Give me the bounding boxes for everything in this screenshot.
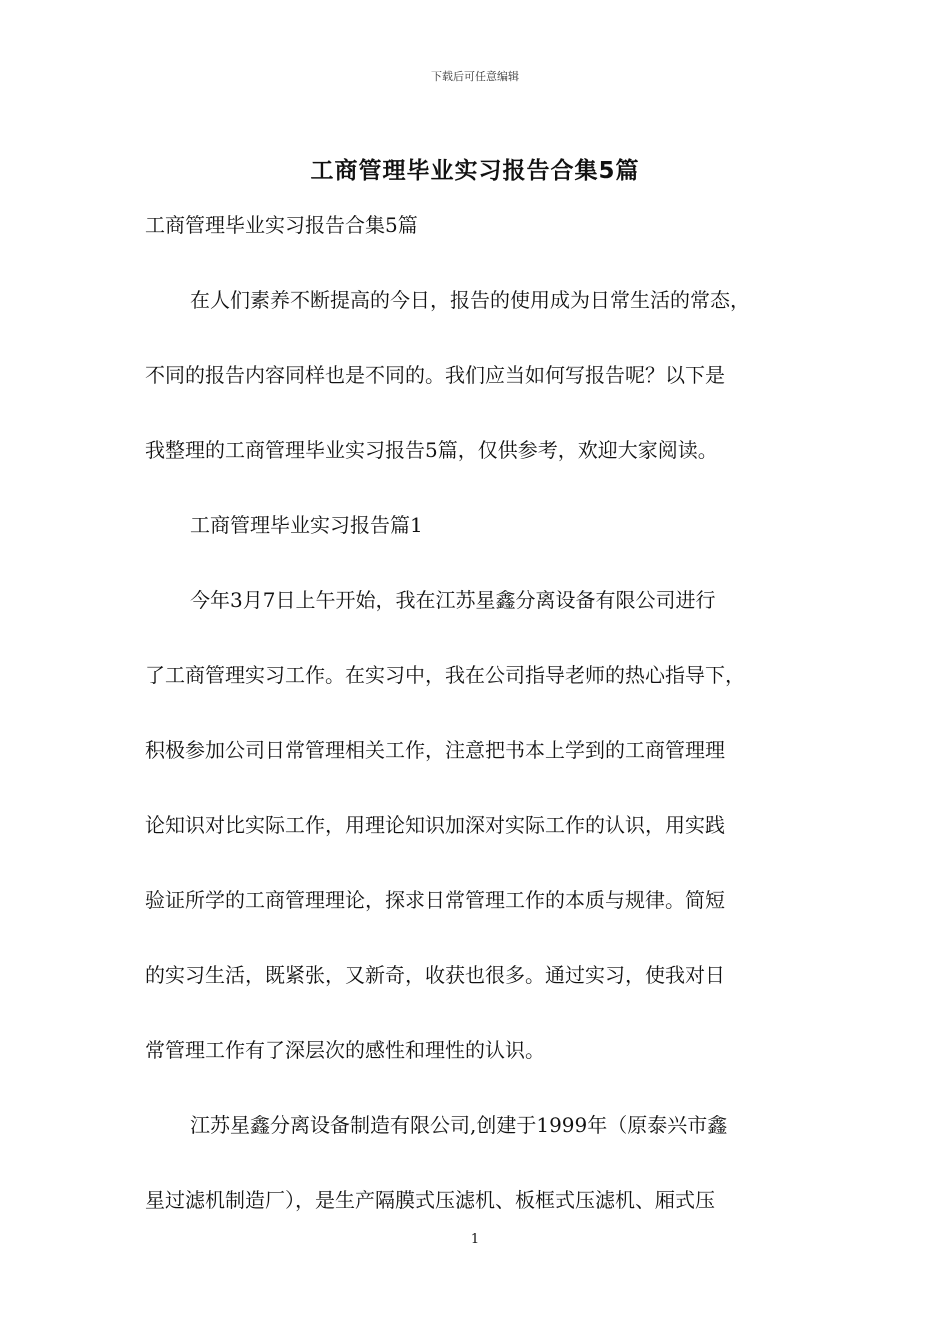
- paragraph-line: 了工商管理实习工作。在实习中，我在公司指导老师的热心指导下，: [145, 663, 745, 687]
- paragraph-line: 星过滤机制造厂），是生产隔膜式压滤机、板框式压滤机、厢式压: [145, 1188, 715, 1212]
- page-header: 下载后可任意编辑: [431, 70, 519, 83]
- paragraph-line: 积极参加公司日常管理相关工作，注意把书本上学到的工商管理理: [145, 738, 725, 762]
- paragraph-line: 江苏星鑫分离设备制造有限公司,创建于1999年（原泰兴市鑫: [190, 1113, 728, 1137]
- document-subtitle: 工商管理毕业实习报告合集5篇: [145, 213, 418, 237]
- paragraph-line: 我整理的工商管理毕业实习报告5篇，仅供参考，欢迎大家阅读。: [145, 438, 718, 462]
- paragraph-line: 验证所学的工商管理理论，探求日常管理工作的本质与规律。简短: [145, 888, 725, 912]
- section-heading: 工商管理毕业实习报告篇1: [190, 513, 423, 537]
- paragraph-line: 今年3月7日上午开始，我在江苏星鑫分离设备有限公司进行: [190, 588, 716, 612]
- paragraph-line: 论知识对比实际工作，用理论知识加深对实际工作的认识，用实践: [145, 813, 725, 837]
- paragraph-line: 不同的报告内容同样也是不同的。我们应当如何写报告呢？以下是: [145, 363, 725, 387]
- paragraph-line: 常管理工作有了深层次的感性和理性的认识。: [145, 1038, 545, 1062]
- paragraph-line: 在人们素养不断提高的今日，报告的使用成为日常生活的常态，: [190, 288, 750, 312]
- paragraph-line: 的实习生活，既紧张，又新奇，收获也很多。通过实习，使我对日: [145, 963, 725, 987]
- document-title: 工商管理毕业实习报告合集5篇: [310, 158, 640, 184]
- page-number: 1: [470, 1232, 480, 1247]
